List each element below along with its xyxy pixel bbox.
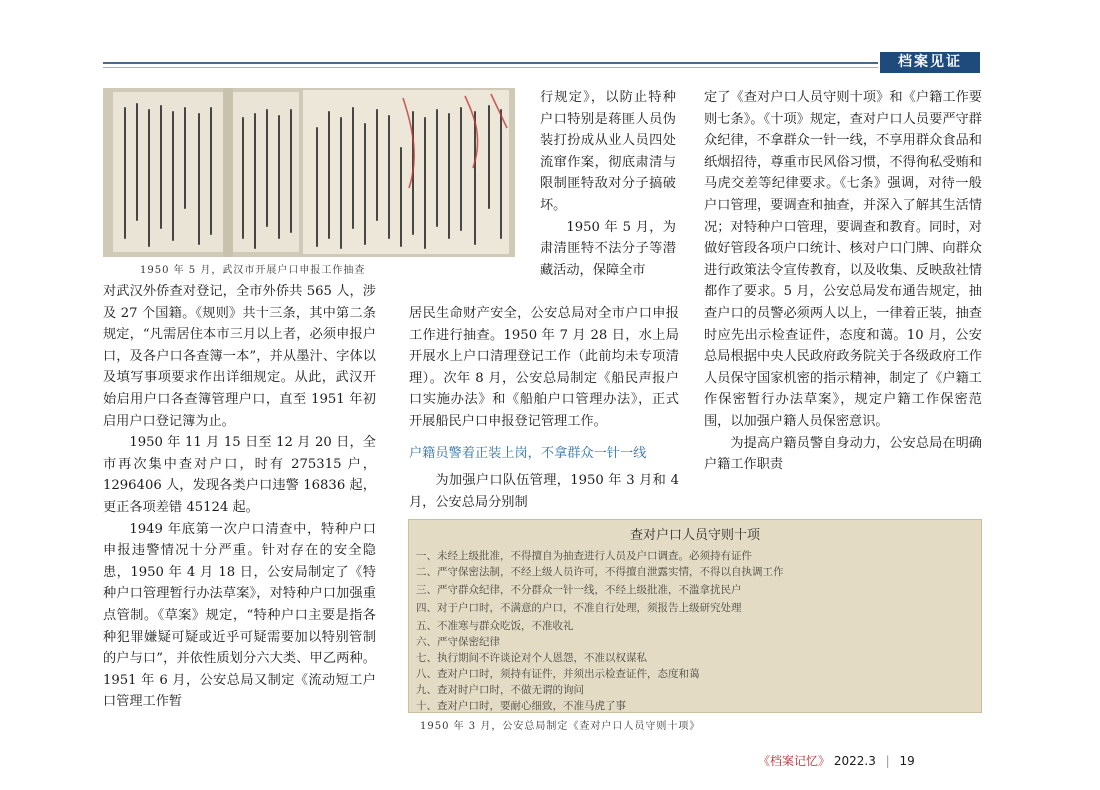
doc-line: 二、严守保密法制，不经上级人员许可，不得擅自泄露实情，不得以自执调工作 [416,566,784,578]
body-paragraph: 为提高户籍员警自身动力，公安总局在明确户籍工作职责 [704,435,982,473]
issue-number: 2022.3 [833,754,876,768]
archive-photo-2 [408,519,982,713]
archive-photo-1 [103,88,515,257]
header-rule-thin [103,67,878,68]
body-paragraph: 定了《查对户口人员守则十项》和《户籍工作要则七条》。《十项》规定，查对户口人员要严守群众纪律，不拿群众一针一线，不享用群众食品和纸烟招待，尊重市民风俗习惯，不得徇私受贿和马虎交差等纪律要求。《七条》强调，对待一般户口管理，要调查和抽查，并深入了解其生活情况；对特种户口管理，要调查和教育。同时，对做好管段各项户口统计、核对户口门牌、向群众进行政策法令宣传教育，以及收集、反映敌社情都作了要求。5 月，公安总局发布通告规定，抽查户口的员警必须两人以上，一律着正装，抽查时应先出示检查证件，态度和蔼。10 月，公安总局根据中央人民政府政务院关于各级政府工作人员保守国家机密的指示精神，制定了《户籍工作保密暂行办法草案》，规定户籍工作保密范围，以加强户籍人员保密意识。 [704,90,982,429]
photo-1-caption: 1950 年 5 月，武汉市开展户口申报工作抽查 [140,265,366,276]
doc-line: 七、执行期间不许谈论对个人恩怨，不准以权谋私 [416,652,647,664]
rules-document-image [408,519,982,713]
doc-title: 查对户口人员守则十项 [629,528,761,543]
magazine-name: 《档案记忆》 [758,754,831,768]
page-footer [758,752,915,769]
body-paragraph: 1950 年 11 月 15 日至 12 月 20 日，全市再次集中查对户口，时有 275315 户，1296406 人，发现各类户口违警 16836 起，更正各项差错 45124 起。 [103,435,376,515]
column-2-top [540,87,676,281]
doc-line: 十、查对户口时，要耐心细致，不准马虎了事 [416,700,626,712]
section-tag: 档案见证 [880,52,980,73]
body-paragraph: 1950 年 5 月，为肃清匪特不法分子等潜藏活动，保障全市 [540,219,676,278]
doc-line: 四、对于户口时，不满意的户口，不准自行处理，须报告上级研究处理 [416,602,742,614]
section-subheading: 户籍员警着正装上岗，不拿群众一针一线 [409,445,647,461]
handwritten-document-image [103,88,515,257]
footer-separator: | [885,754,890,768]
body-paragraph: 行规定》，以防止特种户口特别是蒋匪人员伪装打扮成从业人员四处流窜作案，彻底肃清与限制匪特敌对分子搞破坏。 [540,90,676,213]
photo-2-caption: 1950 年 3 月，公安总局制定《查对户口人员守则十项》 [420,721,701,732]
column-1 [103,281,376,713]
doc-line: 八、查对户口时，须持有证件，并须出示检查证件，态度和蔼 [416,668,700,680]
doc-line: 一、未经上级批准，不得擅自为抽查进行人员及户口调查。必须持有证件 [416,550,752,562]
page-number: 19 [899,754,915,768]
body-paragraph: 居民生命财产安全，公安总局对全市户口申报工作进行抽查。1950 年 7 月 28 日，水上局开展水上户口清理登记工作（此前均未专项清理）。次年 8 月，公安总局制定《船民声报户口实施办法》和《船舶户口管理办法》，正式开展船民户口申报登记管理工作。 [409,306,679,429]
doc-line: 五、不准寒与群众吃饭，不准收礼 [416,620,574,632]
column-2 [409,303,679,513]
column-3 [704,87,982,476]
doc-line: 六、严守保密纪律 [416,636,500,648]
body-paragraph: 1949 年底第一次户口清查中，特种户口申报违警情况十分严重。针对存在的安全隐患，1950 年 4 月 18 日，公安局制定了《特种户口管理暂行办法草案》，对特种户口加强重点管制。《草案》规定，“特种户口主要是指各种犯罪嫌疑可疑或近乎可疑需要加以特别管制的户与口”，并依性质划分六大类、甲乙两种。1951 年 6 月，公安总局又制定《流动短工户口管理工作暂 [103,521,376,710]
doc-line: 九、查对时户口时，不做无谓的询问 [416,684,584,696]
doc-line: 三、严守群众纪律，不分群众一针一线，不经上级批准，不滥拿扰民户 [416,584,742,596]
body-paragraph: 为加强户口队伍管理，1950 年 3 月和 4 月，公安总局分别制 [409,473,679,510]
body-paragraph: 对武汉外侨查对登记，全市外侨共 565 人，涉及 27 个国籍。《规则》共十三条，其中第二条规定，“凡需居住本市三月以上者，必须申报户口，及各户口各查簿一本”，并从墨汁、字体以及填写事项要求作出详细规定。从此，武汉开始启用户口各查簿管理户口，直至 1951 年初启用户口登记簿为止。 [103,284,376,429]
header-rule [103,62,878,64]
